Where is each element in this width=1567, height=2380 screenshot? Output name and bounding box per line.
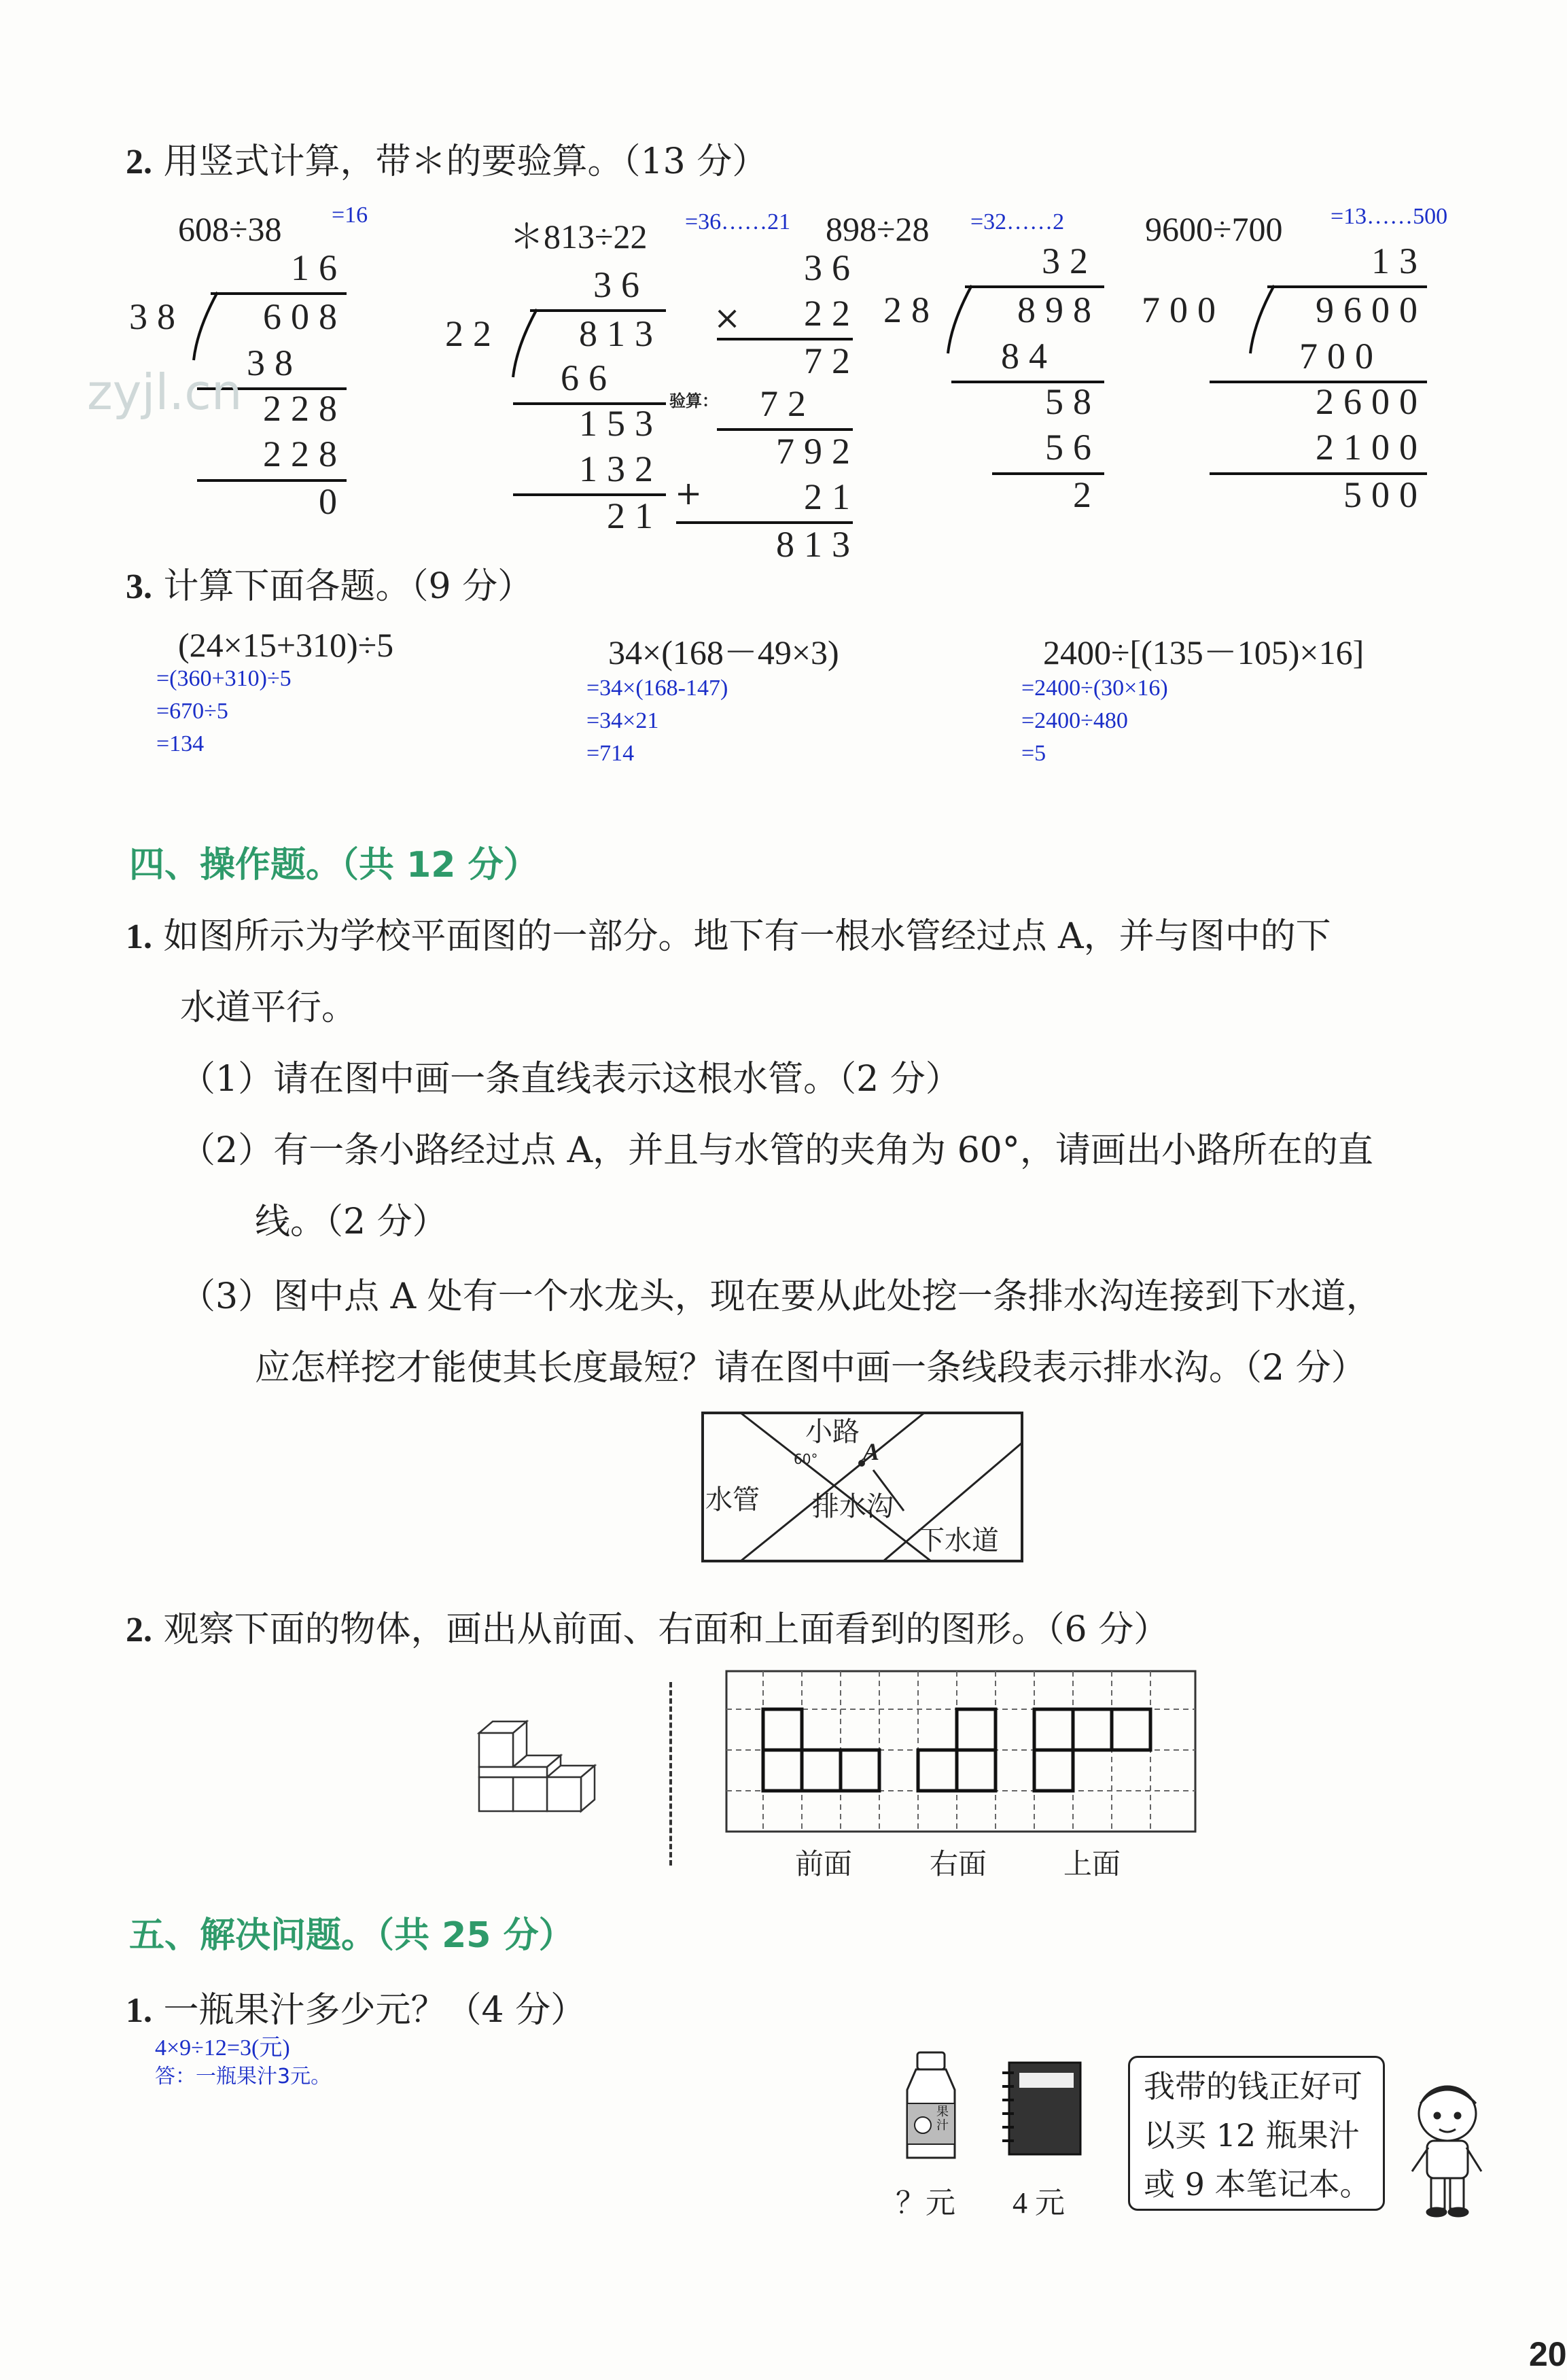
juice-price: ？元 xyxy=(896,2186,955,2220)
problem-3-expr: 898÷28 xyxy=(826,210,930,248)
q2-text: 用竖式计算，带＊的要验算。（13 分） xyxy=(163,141,768,182)
s5-q1-answer: 答：一瓶果汁3元。 xyxy=(155,2065,332,2088)
watermark: zyjl.cn xyxy=(87,364,243,421)
s4-q1-sub1: （1）请在图中画一条直线表示这根水管。（2 分） xyxy=(180,1059,961,1100)
div2-row: 66 xyxy=(561,357,616,398)
divider xyxy=(669,1682,672,1866)
speech-line: 我带的钱正好可 xyxy=(1144,2068,1362,2105)
check-row: 36 xyxy=(804,247,860,288)
calc-step: =5 xyxy=(1021,741,1046,766)
section-4-title: 四、操作题。（共 12 分） xyxy=(129,845,539,886)
school-plan-figure xyxy=(700,1410,1026,1567)
speech-line: 以买 12 瓶果汁 xyxy=(1144,2117,1360,2154)
times-sign: × xyxy=(714,299,741,337)
s4-q1-sub3b: 应怎样挖才能使其长度最短？请在图中画一条线段表示排水沟。（2 分） xyxy=(255,1348,1367,1388)
div4-dividend: 9600 xyxy=(1316,290,1427,330)
div1-row: 38 xyxy=(247,343,302,383)
q3-item-2-expr: 34×(168－49×3) xyxy=(608,633,839,671)
div3-dividend: 898 xyxy=(1017,290,1101,330)
s4-q1-line2: 水道平行。 xyxy=(180,987,357,1028)
problem-2-answer: =36……21 xyxy=(685,209,791,234)
problem-4-expr: 9600÷700 xyxy=(1145,210,1283,248)
s4-q1-sub2b: 线。（2 分） xyxy=(255,1202,448,1242)
div4-row: 700 xyxy=(1299,336,1383,377)
div2-dividend: 813 xyxy=(579,313,663,354)
label-point-a: A xyxy=(863,1438,880,1465)
check-label: 验算： xyxy=(669,391,718,410)
problem-2-expr: ＊813÷22 xyxy=(510,217,648,256)
label-road: 小路 xyxy=(805,1416,860,1448)
notebook-price: 4 元 xyxy=(1013,2186,1065,2220)
problem-4-answer: =13……500 xyxy=(1331,204,1448,229)
calc-step: =2400÷480 xyxy=(1021,708,1128,733)
speech-bubble xyxy=(1128,2056,1385,2211)
page-number: 20 xyxy=(1529,2335,1567,2373)
div4-divisor: 700 xyxy=(1142,290,1225,330)
calc-step: =34×21 xyxy=(586,708,659,733)
div1-row: 228 xyxy=(263,434,347,474)
verification-calc xyxy=(669,241,873,567)
view-grid xyxy=(724,1668,1199,1838)
bottle-label: 果汁 xyxy=(936,2105,949,2133)
check-row: 22 xyxy=(804,293,860,334)
div2-row: 21 xyxy=(607,495,663,536)
boy-illustration xyxy=(1407,2076,1488,2219)
div1-divisor: 38 xyxy=(129,296,185,337)
div4-row: 2600 xyxy=(1316,381,1427,422)
calc-step: =714 xyxy=(586,741,635,766)
problem-1-answer: =16 xyxy=(332,203,368,228)
s4-q2-heading xyxy=(126,1600,1169,1651)
div1-dividend: 608 xyxy=(263,296,347,337)
label-angle: 60° xyxy=(794,1451,818,1467)
div3-divisor: 28 xyxy=(883,290,939,330)
check-row: 813 xyxy=(776,524,860,565)
view-label-right: 右面 xyxy=(930,1847,987,1880)
div1-quotient: 16 xyxy=(291,247,347,288)
q3-item-3-expr: 2400÷[(135－105)×16] xyxy=(1043,633,1364,671)
division-bracket xyxy=(1247,282,1281,357)
notebook-icon xyxy=(999,2056,1087,2158)
problem-1-expr: 608÷38 xyxy=(178,210,282,248)
s5-q1-heading xyxy=(126,1981,586,2032)
s4-q1-sub3a: （3）图中点 A 处有一个水龙头，现在要从此处挖一条排水沟连接到下水道， xyxy=(180,1276,1381,1317)
q3-item-1-expr: (24×15+310)÷5 xyxy=(178,626,394,664)
cube-object-figure xyxy=(462,1716,618,1835)
q3-item-1 xyxy=(156,625,394,757)
check-row: 72 xyxy=(760,383,815,424)
label-sewer: 下水道 xyxy=(917,1525,999,1556)
division-4 xyxy=(1142,234,1441,520)
s4-q1-sub2a: （2）有一条小路经过点 A，并且与水管的夹角为 60°，请画出小路所在的直 xyxy=(180,1130,1373,1171)
check-row: 792 xyxy=(776,431,860,472)
s4-q1-number: 1. xyxy=(126,917,152,956)
q3-item-3 xyxy=(1021,625,1364,767)
division-3 xyxy=(883,234,1114,520)
s5-q1-text: 一瓶果汁多少元？（4 分） xyxy=(163,1990,586,2031)
div2-row: 153 xyxy=(579,403,663,444)
check-row: 72 xyxy=(804,340,860,381)
div2-row: 132 xyxy=(579,449,663,489)
div1-row: 0 xyxy=(319,481,347,522)
view-label-top: 上面 xyxy=(1063,1847,1121,1880)
q2-number: 2. xyxy=(126,143,152,181)
div3-row: 58 xyxy=(1045,381,1101,422)
s4-q1-line1 xyxy=(126,907,1331,958)
calc-step: =(360+310)÷5 xyxy=(156,666,292,691)
q2-heading xyxy=(126,133,767,183)
div3-row: 2 xyxy=(1073,474,1101,515)
q3-number: 3. xyxy=(126,567,152,606)
div1-row: 228 xyxy=(263,388,347,429)
check-row: 21 xyxy=(804,476,860,517)
problem-3-answer: =32……2 xyxy=(970,209,1065,234)
q3-item-2 xyxy=(586,625,839,767)
division-bracket xyxy=(945,282,979,357)
div2-quotient: 36 xyxy=(593,264,649,305)
calc-step: =134 xyxy=(156,731,205,756)
view-label-front: 前面 xyxy=(795,1847,853,1880)
division-bracket xyxy=(190,289,224,364)
div4-row: 500 xyxy=(1343,474,1427,515)
plus-sign: + xyxy=(675,474,703,512)
q3-heading xyxy=(126,557,533,608)
s4-q2-number: 2. xyxy=(126,1611,152,1649)
div4-quotient: 13 xyxy=(1371,241,1427,281)
speech-line: 或 9 本笔记本。 xyxy=(1144,2166,1371,2203)
s5-q1-number: 1. xyxy=(126,1991,152,2030)
speech-text xyxy=(1130,2058,1383,2209)
label-pipe: 水管 xyxy=(705,1484,760,1516)
calc-step: =2400÷(30×16) xyxy=(1021,676,1168,701)
div4-row: 2100 xyxy=(1316,427,1427,468)
q3-text: 计算下面各题。（9 分） xyxy=(163,566,533,607)
div3-row: 56 xyxy=(1045,427,1101,468)
section-5-title: 五、解决问题。（共 25 分） xyxy=(129,1915,574,1956)
division-2 xyxy=(445,258,676,544)
div3-row: 84 xyxy=(1001,336,1057,377)
s5-q1-work: 4×9÷12=3(元) xyxy=(155,2035,290,2061)
calc-step: =34×(168-147) xyxy=(586,676,728,701)
label-ditch: 排水沟 xyxy=(812,1491,894,1522)
juice-bottle-icon xyxy=(897,2049,965,2165)
division-bracket xyxy=(510,306,544,381)
s4-q1-text: 如图所示为学校平面图的一部分。地下有一根水管经过点 A，并与图中的下 xyxy=(163,916,1331,957)
calc-step: =670÷5 xyxy=(156,699,228,724)
div3-quotient: 32 xyxy=(1042,241,1097,281)
s4-q2-text: 观察下面的物体，画出从前面、右面和上面看到的图形。（6 分） xyxy=(163,1609,1169,1650)
div2-divisor: 22 xyxy=(445,313,501,354)
